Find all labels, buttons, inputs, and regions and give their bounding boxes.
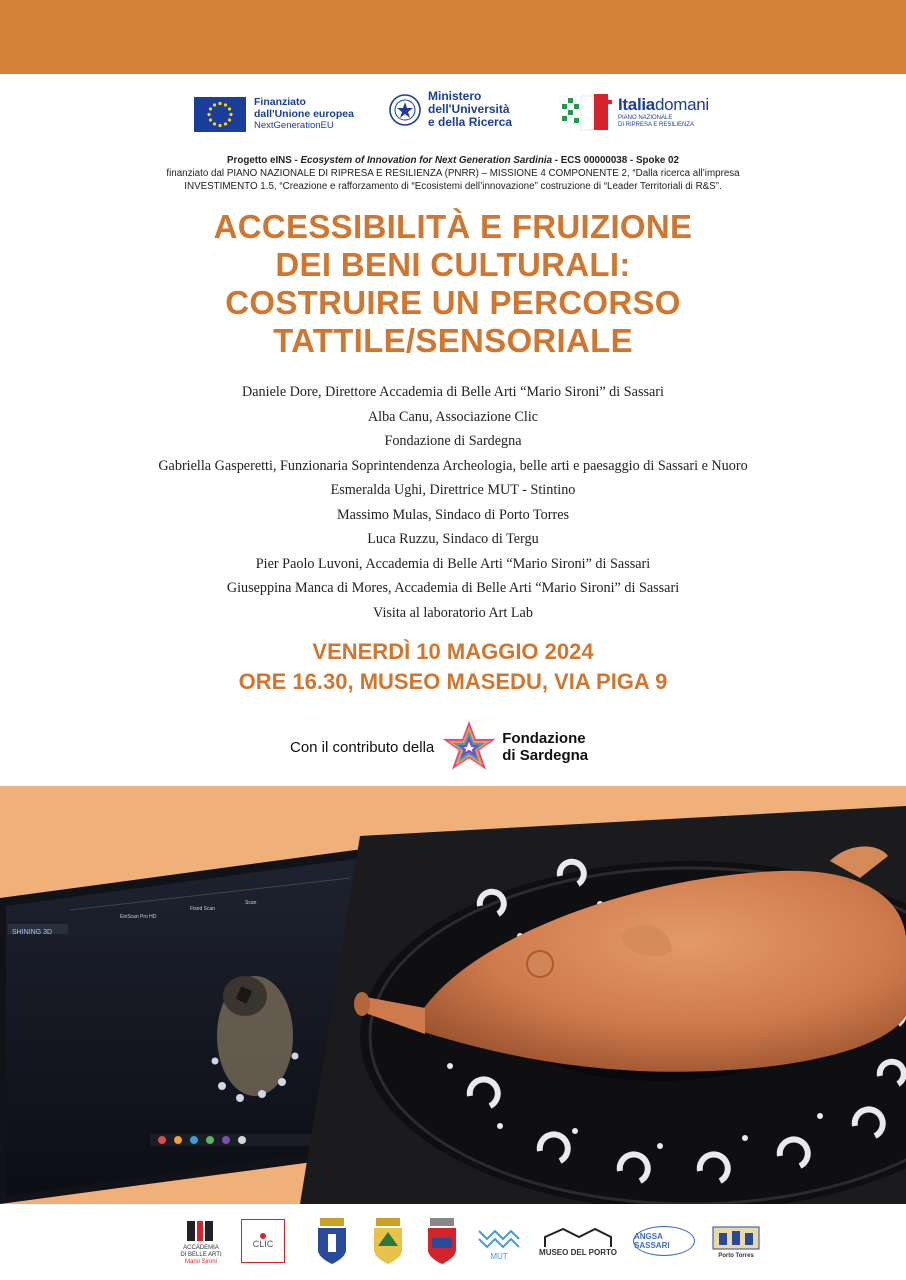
contribution-label: Con il contributo della [290,738,435,756]
scanner-photo [0,786,906,1204]
speaker-item: Gabriella Gasperetti, Funzionaria Soprintendenza Archeologia, belle arti e paesaggio di Sassari e Nuoro [158,457,748,474]
municipal-crest-2 [366,1210,410,1272]
title-line-1: ACCESSIBILITÀ E FRUIZIONE [213,208,693,245]
mut-label: MUT [490,1251,508,1261]
eu-funding-logo [194,96,354,132]
top-orange-band [0,0,906,74]
italiadomani-logo [560,90,709,134]
project-code: ECS 00000038 [560,155,628,166]
academy-logo [176,1210,226,1272]
speaker-item: Pier Paolo Luvoni, Accademia di Belle Arti “Mario Sironi” di Sassari [255,555,651,572]
angsa-label: ANGSA SASSARI [634,1232,670,1250]
ministry-line3: e della Ricerca [428,115,513,129]
screen-tab: Scan [245,900,257,906]
mut-logo [474,1210,524,1272]
angsa-logo [632,1210,696,1272]
academy-label-2: DI BELLE ARTI [180,1251,222,1258]
porto-torres-label: Porto Torres [718,1252,754,1259]
speaker-item: Luca Ruzzu, Sindaco di Tergu [367,531,539,547]
eu-line1: Finanziato [254,96,306,108]
italia-brand-light: domani [654,95,709,114]
speaker-list [100,380,806,625]
screen-tab: Fixed Scan [190,906,216,912]
italia-brand-bold: Italia [618,95,655,114]
speaker-item: Alba Canu, Associazione Clic [367,408,539,425]
porto-torres-logo [706,1210,766,1272]
museo-label: MUSEO DEL PORTO [539,1247,617,1257]
academy-label-1: ACCADEMIA [183,1244,219,1251]
academy-mark-icon [183,1217,219,1245]
italian-emblem-icon [388,92,422,128]
crest-icon [424,1216,460,1266]
eu-line3: NextGenerationEU [254,120,334,131]
screen-tab: EinScan Pro HD [120,914,157,920]
project-name: Ecosystem of Innovation for Next Generation Sardinia [300,155,553,166]
fondazione-star-icon [442,720,496,774]
project-label: Progetto eINS [227,155,292,166]
municipal-crest-3 [420,1210,464,1272]
funder-logos [0,86,906,136]
eu-line2: dall'Unione europea [254,108,354,120]
contribution [290,720,588,774]
fondazione-line1: Fondazione [502,730,586,747]
speaker-item: Giuseppina Manca di Mores, Accademia di Belle Arti “Mario Sironi” di Sassari [226,580,680,596]
clic-label: CLIC [252,1239,274,1249]
scanner-photo-illustration [0,786,906,1204]
fondazione-line2: di Sardegna [502,747,589,764]
title-line-4: TATTILE/SENSORIALE [273,322,633,359]
speaker-item: Visita al laboratorio Art Lab [373,604,533,621]
project-info: Progetto eINS - Ecosystem of Innovation for Next Generation Sardinia - ECS 00000038 - Spoke 02 finanziato dal PIANO NAZIONALE DI RIPRESA E RESILIENZA (PNRR) – MISSIONE 4 COMPONENTE 2, “Dalla ricerca all’impresa INVESTIMENTO 1.5, “Creazione e rafforzamento di “Ecosistemi dell’innovazione” costruzione di “Leader Territoriali di R&S”. [100,154,806,193]
academy-label-3: Mario Sironi [184,1258,217,1265]
speaker-item: Fondazione di Sardegna [384,433,522,449]
italia-tag2: DI RIPRESA E RESILIENZA [618,122,695,128]
title-line-2: DEI BENI CULTURALI: [275,246,631,283]
municipal-crest-1 [310,1210,354,1272]
italia-pixel-flag-icon [560,90,614,134]
speaker-item: Massimo Mulas, Sindaco di Porto Torres [336,506,570,523]
ministry-line2: dell'Università [428,102,510,116]
speaker-item: Daniele Dore, Direttore Accademia di Belle Arti “Mario Sironi” di Sassari [242,384,664,400]
project-spoke: Spoke 02 [635,155,679,166]
crest-icon [314,1216,350,1266]
event-title [120,208,786,360]
screen-brand: SHINING 3D [12,929,53,936]
project-line3: INVESTIMENTO 1.5, “Creazione e rafforzamento di “Ecosistemi dell’innovazione” costruzione di “Leader Territoriali di R&S”. [184,181,722,192]
mut-wave-icon [477,1223,521,1253]
museo-del-porto-logo [538,1210,618,1272]
italia-tag1: PIANO NAZIONALE [618,115,673,121]
ministry-logo [388,90,512,129]
eu-flag-icon [194,97,246,132]
partner-logos [170,1210,770,1272]
ministry-line1: Ministero [428,89,482,103]
event-time-place: ORE 16.30, MUSEO MASEDU, VIA PIGA 9 [238,669,668,694]
project-line2: finanziato dal PIANO NAZIONALE DI RIPRESA E RESILIENZA (PNRR) – MISSIONE 4 COMPONENTE 2, “Dalla ricerca all’impresa [166,168,740,179]
crest-icon [370,1216,406,1266]
title-line-3: COSTRUIRE UN PERCORSO [225,284,681,321]
museo-roof-icon [543,1227,613,1249]
event-date: VENERDÌ 10 MAGGIO 2024 [312,639,594,664]
clic-logo [240,1210,286,1272]
porto-torres-emblem-icon [711,1223,761,1253]
event-when [150,637,756,697]
speaker-item: Esmeralda Ughi, Direttrice MUT - Stintino [330,482,576,498]
